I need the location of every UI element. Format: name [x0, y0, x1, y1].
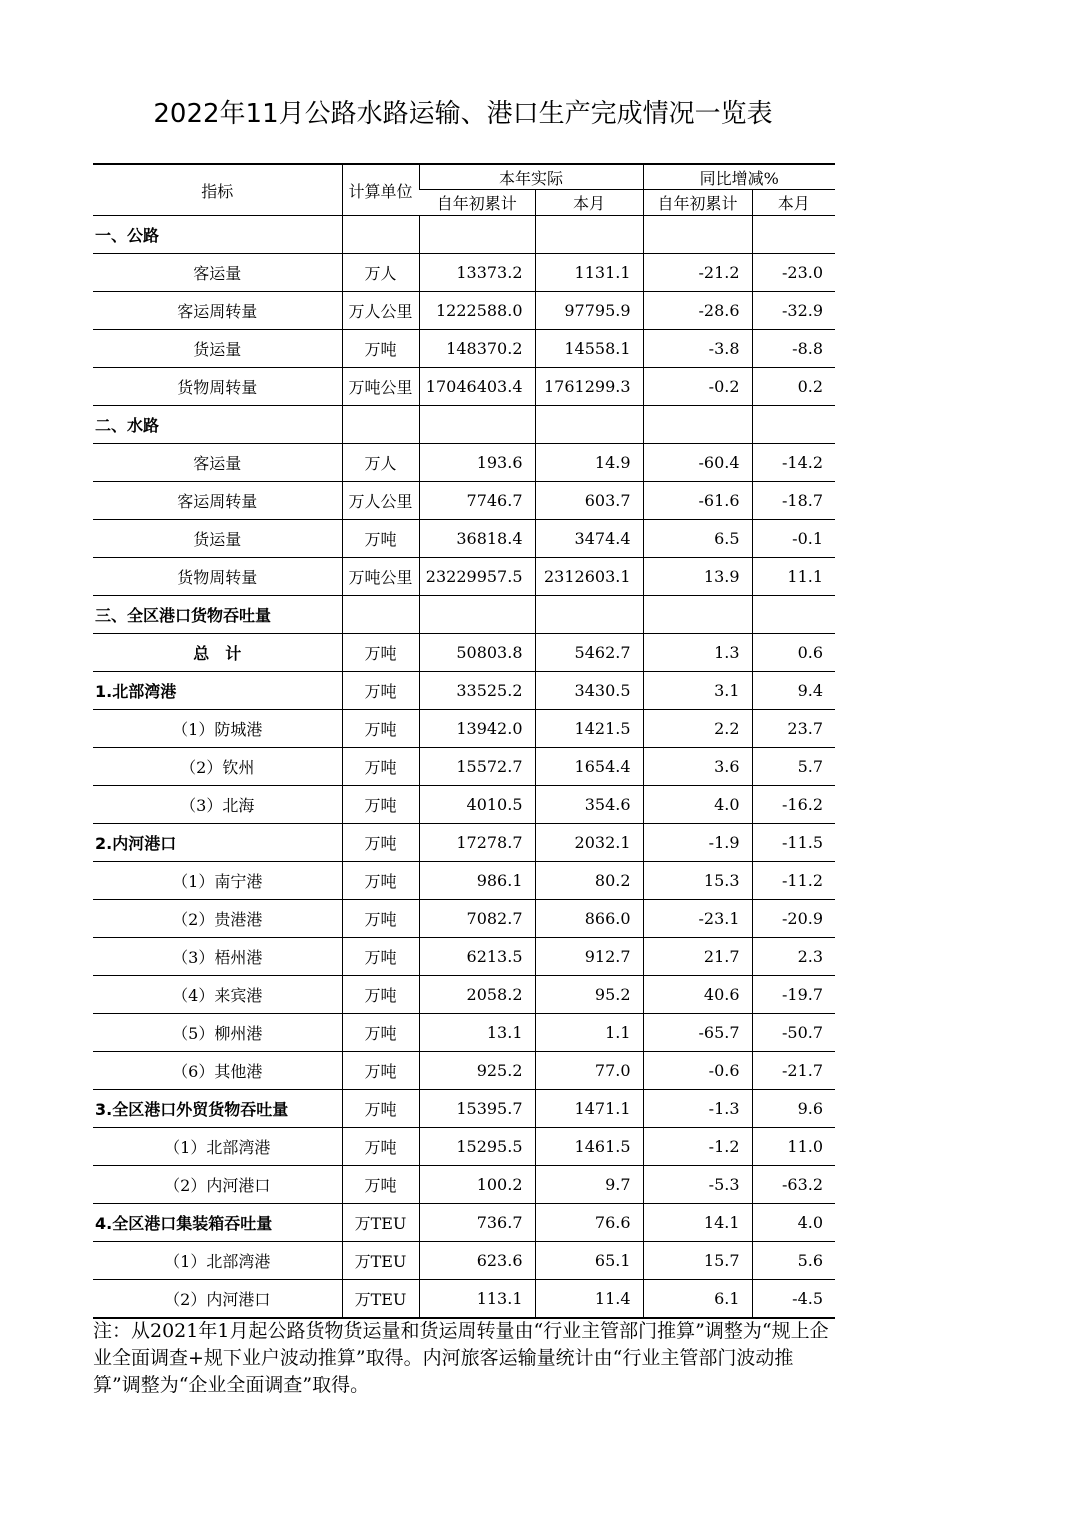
unit-cell: 万TEU	[342, 1242, 419, 1280]
yoy-month-cell: 11.1	[752, 558, 835, 596]
actual-month-cell: 354.6	[535, 786, 643, 824]
table-row	[93, 254, 835, 292]
actual-ytd-cell: 33525.2	[419, 672, 535, 710]
yoy-month-cell: 5.6	[752, 1242, 835, 1280]
indicator-cell: （2）钦州	[93, 748, 342, 786]
yoy-ytd-cell: 15.7	[643, 1242, 752, 1280]
yoy-month-cell	[752, 596, 835, 634]
indicator-cell: （1）北部湾港	[93, 1242, 342, 1280]
unit-cell: 万吨	[342, 976, 419, 1014]
actual-month-cell: 1461.5	[535, 1128, 643, 1166]
unit-cell: 万人	[342, 444, 419, 482]
actual-ytd-cell: 50803.8	[419, 634, 535, 672]
yoy-month-cell: -50.7	[752, 1014, 835, 1052]
actual-month-cell: 97795.9	[535, 292, 643, 330]
header-indicator: 指标	[93, 164, 342, 216]
yoy-ytd-cell	[643, 216, 752, 254]
unit-cell: 万吨	[342, 824, 419, 862]
actual-month-cell: 65.1	[535, 1242, 643, 1280]
indicator-cell: （6）其他港	[93, 1052, 342, 1090]
indicator-cell: （2）内河港口	[93, 1280, 342, 1319]
yoy-ytd-cell: 6.1	[643, 1280, 752, 1319]
actual-ytd-cell: 13942.0	[419, 710, 535, 748]
actual-ytd-cell: 6213.5	[419, 938, 535, 976]
indicator-cell: 货物周转量	[93, 368, 342, 406]
actual-month-cell: 2312603.1	[535, 558, 643, 596]
unit-cell: 万吨	[342, 710, 419, 748]
actual-month-cell: 80.2	[535, 862, 643, 900]
unit-cell: 万吨	[342, 1166, 419, 1204]
table-row	[93, 330, 835, 368]
yoy-month-cell: 9.4	[752, 672, 835, 710]
unit-cell: 万吨	[342, 938, 419, 976]
table-row	[93, 1052, 835, 1090]
section-row	[93, 596, 835, 634]
table-row	[93, 1280, 835, 1319]
yoy-month-cell: -32.9	[752, 292, 835, 330]
yoy-ytd-cell: -21.2	[643, 254, 752, 292]
indicator-cell: 客运周转量	[93, 482, 342, 520]
actual-ytd-cell: 15572.7	[419, 748, 535, 786]
unit-cell: 万吨	[342, 748, 419, 786]
yoy-ytd-cell: 4.0	[643, 786, 752, 824]
table-row	[93, 292, 835, 330]
section-row	[93, 406, 835, 444]
table-body	[93, 216, 835, 1319]
actual-month-cell: 866.0	[535, 900, 643, 938]
table-row	[93, 1242, 835, 1280]
unit-cell: 万吨	[342, 786, 419, 824]
actual-ytd-cell: 15295.5	[419, 1128, 535, 1166]
yoy-ytd-cell: -28.6	[643, 292, 752, 330]
yoy-month-cell	[752, 406, 835, 444]
statistics-table	[93, 163, 835, 1319]
yoy-month-cell: 5.7	[752, 748, 835, 786]
unit-cell: 万吨	[342, 672, 419, 710]
table-row	[93, 786, 835, 824]
unit-cell	[342, 216, 419, 254]
actual-month-cell: 3430.5	[535, 672, 643, 710]
indicator-cell: 总 计	[93, 634, 342, 672]
actual-ytd-cell	[419, 406, 535, 444]
indicator-cell: 2.内河港口	[93, 824, 342, 862]
actual-ytd-cell	[419, 596, 535, 634]
indicator-cell: （3）北海	[93, 786, 342, 824]
indicator-cell: （5）柳州港	[93, 1014, 342, 1052]
actual-month-cell	[535, 406, 643, 444]
yoy-ytd-cell: -5.3	[643, 1166, 752, 1204]
yoy-month-cell: -21.7	[752, 1052, 835, 1090]
yoy-ytd-cell: 3.6	[643, 748, 752, 786]
yoy-ytd-cell: -1.2	[643, 1128, 752, 1166]
table-row	[93, 1090, 835, 1128]
table-row	[93, 482, 835, 520]
indicator-cell: 货运量	[93, 330, 342, 368]
actual-month-cell: 14558.1	[535, 330, 643, 368]
yoy-month-cell: 4.0	[752, 1204, 835, 1242]
actual-month-cell: 11.4	[535, 1280, 643, 1319]
indicator-cell: 客运量	[93, 254, 342, 292]
indicator-cell: 客运量	[93, 444, 342, 482]
yoy-ytd-cell: 14.1	[643, 1204, 752, 1242]
actual-month-cell: 1761299.3	[535, 368, 643, 406]
table-row	[93, 900, 835, 938]
actual-month-cell: 1.1	[535, 1014, 643, 1052]
actual-ytd-cell: 925.2	[419, 1052, 535, 1090]
indicator-cell: 客运周转量	[93, 292, 342, 330]
actual-ytd-cell: 986.1	[419, 862, 535, 900]
indicator-cell: 货运量	[93, 520, 342, 558]
yoy-ytd-cell: -60.4	[643, 444, 752, 482]
yoy-ytd-cell	[643, 406, 752, 444]
yoy-ytd-cell	[643, 596, 752, 634]
yoy-ytd-cell: 6.5	[643, 520, 752, 558]
yoy-month-cell: 23.7	[752, 710, 835, 748]
actual-ytd-cell: 193.6	[419, 444, 535, 482]
yoy-month-cell: -18.7	[752, 482, 835, 520]
table-row	[93, 1166, 835, 1204]
actual-ytd-cell: 4010.5	[419, 786, 535, 824]
actual-ytd-cell: 13373.2	[419, 254, 535, 292]
actual-ytd-cell: 7082.7	[419, 900, 535, 938]
header-actual-month: 本月	[535, 190, 643, 216]
yoy-ytd-cell: -61.6	[643, 482, 752, 520]
unit-cell: 万吨公里	[342, 368, 419, 406]
unit-cell: 万吨	[342, 330, 419, 368]
actual-month-cell: 76.6	[535, 1204, 643, 1242]
indicator-cell: （4）来宾港	[93, 976, 342, 1014]
actual-ytd-cell: 736.7	[419, 1204, 535, 1242]
unit-cell	[342, 406, 419, 444]
actual-ytd-cell: 23229957.5	[419, 558, 535, 596]
yoy-month-cell: 11.0	[752, 1128, 835, 1166]
unit-cell: 万人公里	[342, 482, 419, 520]
section-row	[93, 216, 835, 254]
footnote: 注：从2021年1月起公路货物货运量和货运周转量由“行业主管部门推算”调整为“规上企业全面调查+规下业户波动推算”取得。内河旅客运输量统计由“行业主管部门波动推算”调整为“企业全面调查”取得。	[93, 1320, 829, 1396]
indicator-cell: （1）北部湾港	[93, 1128, 342, 1166]
yoy-ytd-cell: 3.1	[643, 672, 752, 710]
indicator-cell: 货物周转量	[93, 558, 342, 596]
unit-cell: 万人公里	[342, 292, 419, 330]
yoy-ytd-cell: -1.3	[643, 1090, 752, 1128]
indicator-cell: （2）内河港口	[93, 1166, 342, 1204]
unit-cell: 万吨	[342, 634, 419, 672]
yoy-ytd-cell: -23.1	[643, 900, 752, 938]
yoy-ytd-cell: -0.6	[643, 1052, 752, 1090]
header-unit: 计算单位	[342, 164, 419, 216]
unit-cell: 万吨	[342, 862, 419, 900]
yoy-ytd-cell: 15.3	[643, 862, 752, 900]
header-row-1	[93, 164, 835, 190]
indicator-cell: （2）贵港港	[93, 900, 342, 938]
yoy-ytd-cell: 21.7	[643, 938, 752, 976]
indicator-cell: 三、全区港口货物吞吐量	[93, 596, 342, 634]
table-row	[93, 1204, 835, 1242]
yoy-month-cell: -0.1	[752, 520, 835, 558]
table-row	[93, 824, 835, 862]
yoy-month-cell: -8.8	[752, 330, 835, 368]
actual-ytd-cell: 17046403.4	[419, 368, 535, 406]
unit-cell	[342, 596, 419, 634]
table-row	[93, 520, 835, 558]
yoy-month-cell: -4.5	[752, 1280, 835, 1319]
actual-month-cell: 603.7	[535, 482, 643, 520]
unit-cell: 万吨	[342, 1052, 419, 1090]
yoy-ytd-cell: 13.9	[643, 558, 752, 596]
yoy-month-cell: -11.5	[752, 824, 835, 862]
header-yoy-month: 本月	[752, 190, 835, 216]
actual-month-cell: 1131.1	[535, 254, 643, 292]
table-row	[93, 976, 835, 1014]
actual-ytd-cell: 2058.2	[419, 976, 535, 1014]
yoy-month-cell: -16.2	[752, 786, 835, 824]
yoy-month-cell: 0.6	[752, 634, 835, 672]
yoy-month-cell: -23.0	[752, 254, 835, 292]
yoy-month-cell: 2.3	[752, 938, 835, 976]
actual-month-cell: 77.0	[535, 1052, 643, 1090]
actual-ytd-cell: 7746.7	[419, 482, 535, 520]
table-row	[93, 710, 835, 748]
yoy-month-cell: 0.2	[752, 368, 835, 406]
indicator-cell: （1）南宁港	[93, 862, 342, 900]
actual-month-cell: 1654.4	[535, 748, 643, 786]
actual-ytd-cell: 100.2	[419, 1166, 535, 1204]
unit-cell: 万吨	[342, 1128, 419, 1166]
table-row	[93, 368, 835, 406]
page-title: 2022年11月公路水路运输、港口生产完成情况一览表	[153, 99, 773, 129]
yoy-month-cell: -11.2	[752, 862, 835, 900]
table-row	[93, 938, 835, 976]
actual-ytd-cell: 113.1	[419, 1280, 535, 1319]
yoy-month-cell: -19.7	[752, 976, 835, 1014]
unit-cell: 万人	[342, 254, 419, 292]
actual-ytd-cell: 15395.7	[419, 1090, 535, 1128]
header-yoy: 同比增减%	[643, 164, 835, 190]
actual-ytd-cell: 13.1	[419, 1014, 535, 1052]
unit-cell: 万吨公里	[342, 558, 419, 596]
header-yoy-ytd: 自年初累计	[643, 190, 752, 216]
unit-cell: 万吨	[342, 900, 419, 938]
actual-month-cell: 14.9	[535, 444, 643, 482]
yoy-ytd-cell: -65.7	[643, 1014, 752, 1052]
header-actual-ytd: 自年初累计	[419, 190, 535, 216]
table-row	[93, 1014, 835, 1052]
unit-cell: 万吨	[342, 520, 419, 558]
yoy-ytd-cell: 40.6	[643, 976, 752, 1014]
actual-month-cell: 912.7	[535, 938, 643, 976]
yoy-month-cell: -14.2	[752, 444, 835, 482]
yoy-month-cell	[752, 216, 835, 254]
yoy-ytd-cell: 2.2	[643, 710, 752, 748]
actual-ytd-cell: 623.6	[419, 1242, 535, 1280]
actual-ytd-cell: 1222588.0	[419, 292, 535, 330]
unit-cell: 万吨	[342, 1090, 419, 1128]
unit-cell: 万TEU	[342, 1204, 419, 1242]
yoy-ytd-cell: -0.2	[643, 368, 752, 406]
actual-month-cell: 95.2	[535, 976, 643, 1014]
actual-month-cell: 1421.5	[535, 710, 643, 748]
unit-cell: 万TEU	[342, 1280, 419, 1319]
table-row	[93, 444, 835, 482]
yoy-ytd-cell: -1.9	[643, 824, 752, 862]
table-row	[93, 748, 835, 786]
actual-month-cell	[535, 596, 643, 634]
actual-month-cell: 3474.4	[535, 520, 643, 558]
actual-month-cell	[535, 216, 643, 254]
actual-ytd-cell: 17278.7	[419, 824, 535, 862]
header-actual: 本年实际	[419, 164, 643, 190]
indicator-cell: 一、公路	[93, 216, 342, 254]
actual-ytd-cell: 36818.4	[419, 520, 535, 558]
indicator-cell: 4.全区港口集装箱吞吐量	[93, 1204, 342, 1242]
indicator-cell: 1.北部湾港	[93, 672, 342, 710]
yoy-month-cell: 9.6	[752, 1090, 835, 1128]
indicator-cell: 3.全区港口外贸货物吞吐量	[93, 1090, 342, 1128]
yoy-ytd-cell: 1.3	[643, 634, 752, 672]
table-row	[93, 634, 835, 672]
actual-ytd-cell	[419, 216, 535, 254]
indicator-cell: （3）梧州港	[93, 938, 342, 976]
actual-ytd-cell: 148370.2	[419, 330, 535, 368]
indicator-cell: 二、水路	[93, 406, 342, 444]
unit-cell: 万吨	[342, 1014, 419, 1052]
yoy-ytd-cell: -3.8	[643, 330, 752, 368]
table-row	[93, 558, 835, 596]
indicator-cell: （1）防城港	[93, 710, 342, 748]
table-row	[93, 1128, 835, 1166]
actual-month-cell: 1471.1	[535, 1090, 643, 1128]
actual-month-cell: 5462.7	[535, 634, 643, 672]
actual-month-cell: 9.7	[535, 1166, 643, 1204]
actual-month-cell: 2032.1	[535, 824, 643, 862]
yoy-month-cell: -20.9	[752, 900, 835, 938]
table-row	[93, 672, 835, 710]
table-row	[93, 862, 835, 900]
yoy-month-cell: -63.2	[752, 1166, 835, 1204]
